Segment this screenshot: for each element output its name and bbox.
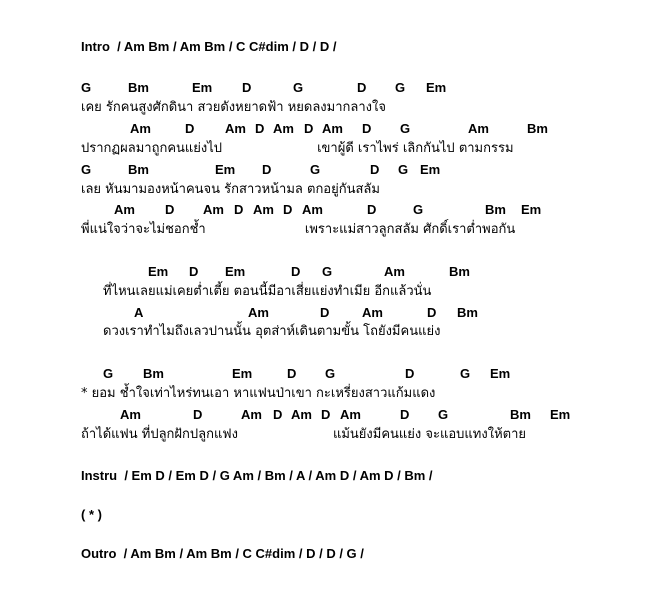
chord: D [400,407,410,422]
chord: Em [426,80,447,95]
chord: Am [291,407,312,422]
chord: D [427,305,437,320]
chord: D [283,202,293,217]
verse1-chord-line-1 [0,81,670,95]
chord: Am [468,121,489,136]
chord: Am [248,305,269,320]
chord: Bm [143,366,164,381]
chord: A [134,305,144,320]
verse2-lyric-line-1: ที่ไหนเลยแม่เคยต่ำเตี้ย ตอนนี้มีอาเสี่ยแย่งทำเมีย อีกแล้วนั่น [103,284,432,299]
chord: Am [384,264,405,279]
verse1-lyric-line-3: เลย หันมามองหน้าคนจน รักสาวหน้ามล ตกอยู่กันสลัม [81,182,380,197]
chord: D [242,80,252,95]
verse2-chord-line-1 [0,265,670,279]
verse1-chord-line-2 [0,122,670,136]
chord: G [322,264,333,279]
verse1-lyric-line-4: พี่แน่ใจว่าจะไม่ชอกช้ำ เพราะแม่สาวลูกสลัม ศักดิ์เราต่ำพอกัน [81,222,516,237]
chorus-chord-line-2 [0,408,670,422]
chord: Am [130,121,151,136]
chord: D [189,264,199,279]
chord: Bm [485,202,506,217]
chord: Bm [457,305,478,320]
instru-line: Instru / Em D / Em D / G Am / Bm / A / Am D / Am D / Bm / [81,468,433,483]
chord: D [165,202,175,217]
chord: Am [203,202,224,217]
chord: Em [420,162,441,177]
chord: G [413,202,424,217]
chord: D [255,121,265,136]
chord: D [321,407,331,422]
chord: Em [521,202,542,217]
chord: Bm [128,80,149,95]
chorus-lyric-line-1: * ยอม ช้ำใจเท่าไหร่ทนเอา หาแฟนป่าเขา กะเหรี่ยงสาวแก้มแดง [81,386,436,401]
chord: Em [490,366,511,381]
chorus-chord-line-1 [0,367,670,381]
chord: D [357,80,367,95]
chord: D [291,264,301,279]
verse2-lyric-line-2: ดวงเราทำไมถึงเลวปานนั้น อุตส่าห์เดินตามขั้น โถยังมีคนแย่ง [103,324,441,339]
chord: Am [241,407,262,422]
chord: D [193,407,203,422]
chord: Em [192,80,213,95]
chord: D [287,366,297,381]
chord: D [367,202,377,217]
chord: Am [302,202,323,217]
chord: Am [253,202,274,217]
chord: Am [273,121,294,136]
chord: Em [550,407,571,422]
chord: G [325,366,336,381]
chord: Em [232,366,253,381]
chord: D [405,366,415,381]
chord: D [370,162,380,177]
chord: G [460,366,471,381]
chord: D [320,305,330,320]
chord: Am [225,121,246,136]
chorus-lyric-line-2: ถ้าได้แฟน ที่ปลูกฝักปลูกแฟง แม้นยังมีคนแย่ง จะแอบแทงให้ตาย [81,427,527,442]
chord: Am [114,202,135,217]
chord: Bm [510,407,531,422]
verse1-lyric-line-2: ปรากฏผลมาถูกคนแย่งไป เขาผู้ดี เราไพร่ เลิกกันไป ตามกรรม [81,141,514,156]
chord: D [234,202,244,217]
chord: G [438,407,449,422]
verse2-chord-line-2 [0,306,670,320]
chord: D [304,121,314,136]
chord: G [400,121,411,136]
chord: G [398,162,409,177]
chord: G [395,80,406,95]
chord: G [81,80,92,95]
chord: G [310,162,321,177]
chord: G [293,80,304,95]
chord: D [185,121,195,136]
chord: Bm [527,121,548,136]
chord: D [262,162,272,177]
verse1-chord-line-4 [0,203,670,217]
chord: G [103,366,114,381]
chord: Em [225,264,246,279]
chord: D [362,121,372,136]
chord: Em [148,264,169,279]
outro-line: Outro / Am Bm / Am Bm / C C#dim / D / D / G / [81,546,364,561]
chord: D [273,407,283,422]
chord: G [81,162,92,177]
chord: Bm [449,264,470,279]
chord: Bm [128,162,149,177]
chord: Am [322,121,343,136]
repeat-marker: ( * ) [81,507,102,522]
verse1-chord-line-3 [0,163,670,177]
chord: Em [215,162,236,177]
chord: Am [362,305,383,320]
chord: Am [120,407,141,422]
verse1-lyric-line-1: เคย รักคนสูงศักดินา สวยดังหยาดฟ้า หยดลงมากลางใจ [81,100,386,115]
chord: Am [340,407,361,422]
intro-line: Intro / Am Bm / Am Bm / C C#dim / D / D / [81,39,337,54]
